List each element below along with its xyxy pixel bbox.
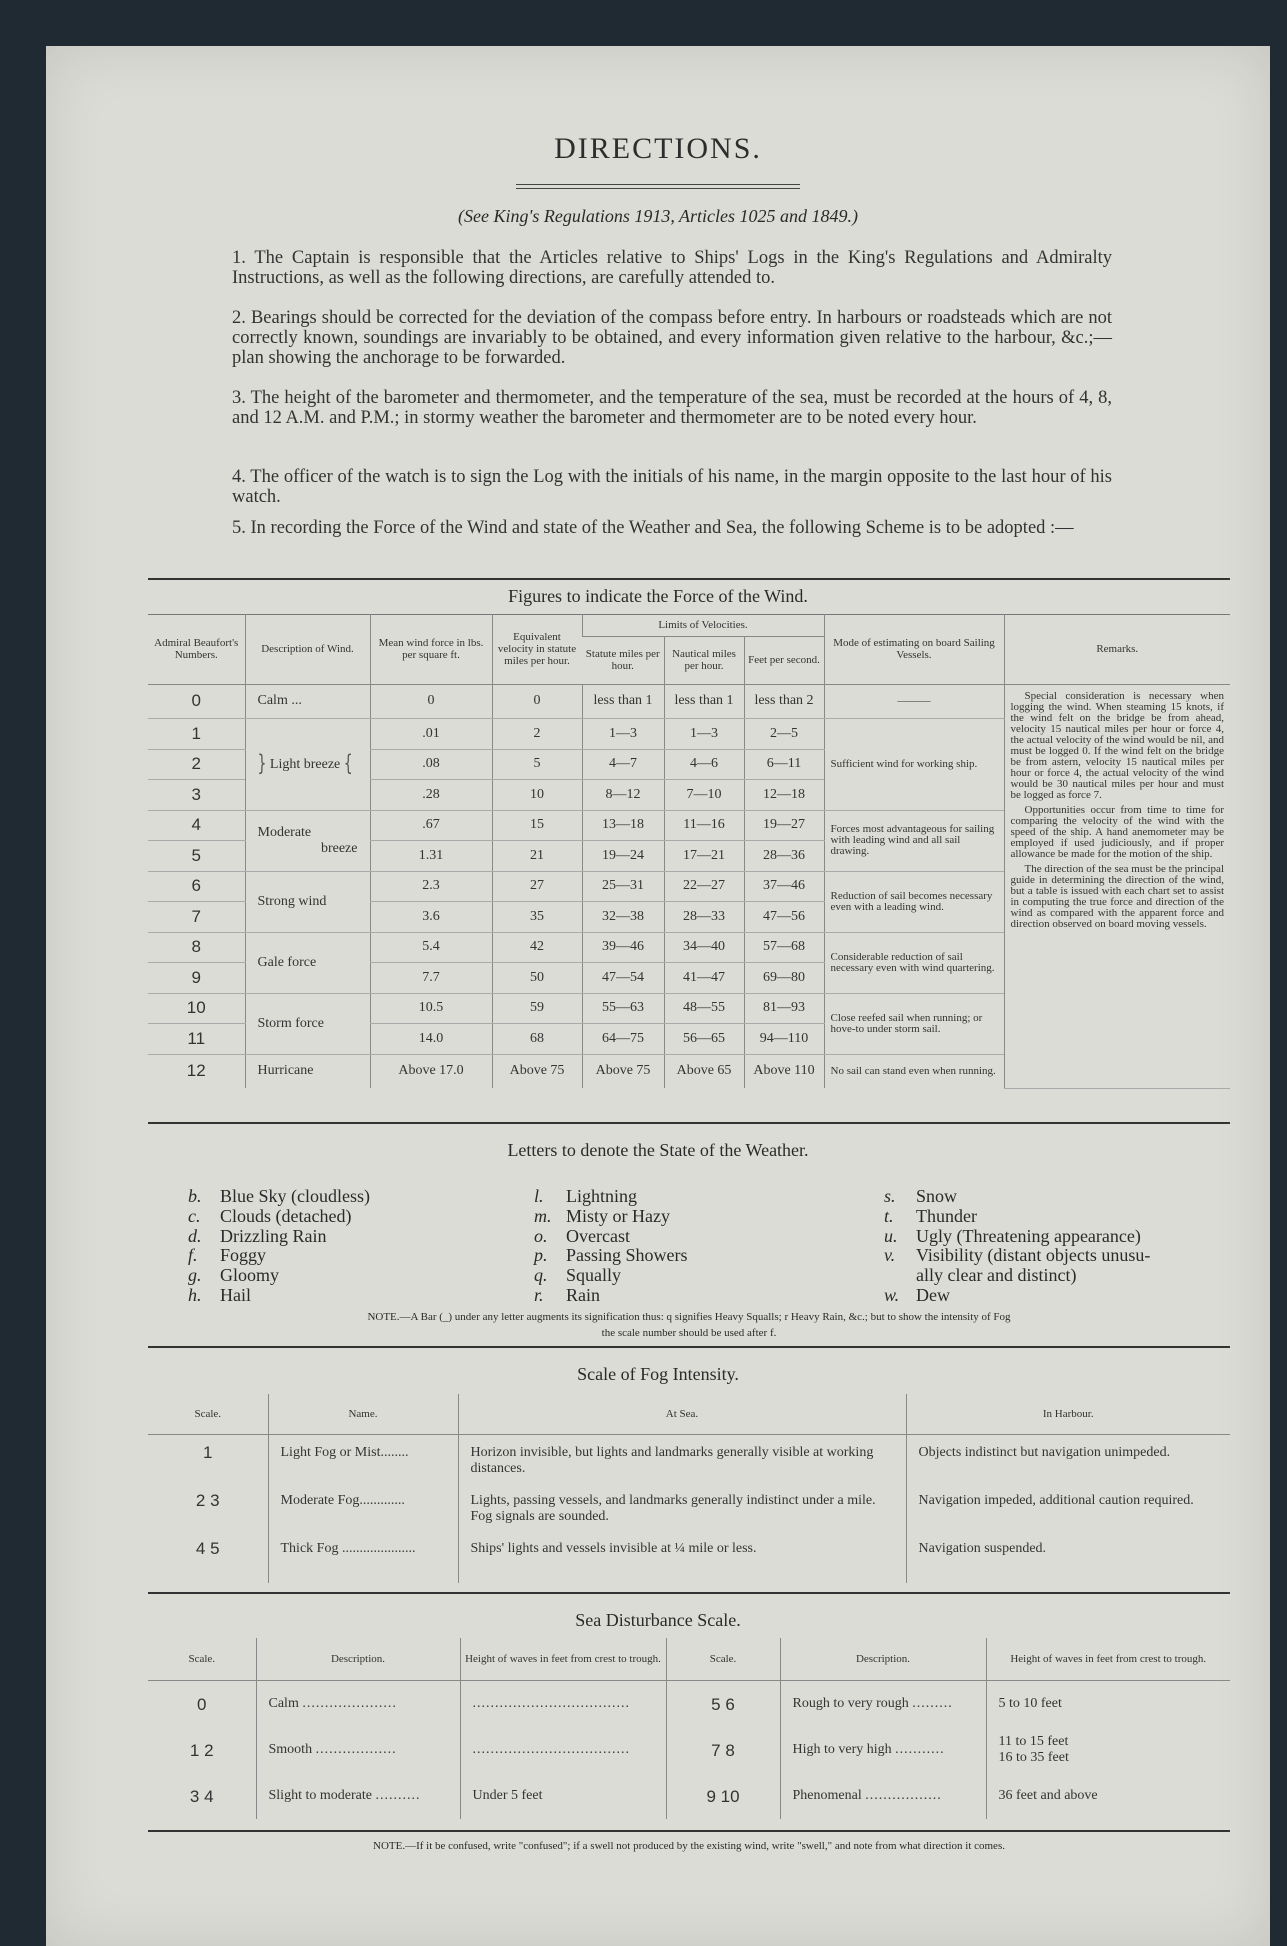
nautical-miles: Above 65 xyxy=(664,1054,744,1088)
feet-per-second: 47—56 xyxy=(744,902,824,933)
wind-velocity: 5 xyxy=(492,749,582,780)
wind-velocity: 68 xyxy=(492,1024,582,1055)
sea-description: Smooth xyxy=(268,1742,313,1757)
nautical-miles: 17—21 xyxy=(664,841,744,872)
weather-note-line-1: NOTE.—A Bar (_) under any letter augments its signification thus: q signifies Heavy Squalls; r Heavy Rain, &c.; but to show the intensity of Fog xyxy=(367,1311,1011,1323)
sea-bottom-rule xyxy=(148,1830,1230,1832)
sea-header-height-2: Height of waves in feet from crest to trough. xyxy=(986,1638,1230,1681)
sea-scale: 7 8 xyxy=(666,1727,780,1773)
wind-force: 1.31 xyxy=(370,841,492,872)
header-mode: Mode of estimating on board Sailing Vessels. xyxy=(824,614,1004,684)
statute-miles: 19—24 xyxy=(582,841,664,872)
remark-1: Special consideration is necessary when logging the wind. When steaming 15 knots, if the wind felt on the bridge be from ahead, velocity 15 nautical miles per hour or force 4, the actual velocity of the wind would be nil, and must be logged 0. If the wind felt on the bridge be from astern, velocity 15 nautical miles per hour or force 4, the actual velocity of the wind would be 30 nautical miles per hour and must be logged as force 7. xyxy=(1010,689,1224,801)
wind-top-rule xyxy=(148,578,1230,580)
sea-row: 1 2 Smooth .................. ................................... 7 8 High to very high ........... 11 to 15 feet 16 to 35 feet xyxy=(148,1727,1230,1773)
desc-light-breeze: Light breeze xyxy=(269,756,341,772)
nautical-miles: 41—47 xyxy=(664,963,744,994)
brace-icon: { xyxy=(343,750,353,777)
statute-miles: 4—7 xyxy=(582,749,664,780)
wind-velocity: 50 xyxy=(492,963,582,994)
title-rule xyxy=(516,184,800,185)
wind-force: 2.3 xyxy=(370,871,492,902)
nautical-miles: 34—40 xyxy=(664,932,744,963)
wind-description: Gale force xyxy=(245,932,370,993)
fog-header-harbour: In Harbour. xyxy=(906,1394,1230,1435)
fog-row xyxy=(148,1531,1230,1583)
wind-force: .01 xyxy=(370,719,492,750)
remark-2: Opportunities occur from time to time for comparing the velocity of the wind with the speed of the ship. A hand anemometer may be employed if used judiciously, and if proper allowance be made for the motion of the ship. xyxy=(1010,803,1224,860)
mode-light: Sufficient wind for working ship. xyxy=(824,719,1004,811)
remarks-cell xyxy=(1004,684,1230,1088)
nautical-miles: 28—33 xyxy=(664,902,744,933)
feet-per-second: 81—93 xyxy=(744,993,824,1024)
sea-scale: 9 10 xyxy=(666,1773,780,1819)
sea-height-blank: ................................... xyxy=(460,1727,666,1773)
fog-in-harbour: Objects indistinct but navigation unimpeded. xyxy=(906,1435,1230,1483)
fog-name: Light Fog or Mist........ xyxy=(268,1435,458,1483)
mode-hurricane: No sail can stand even when running. xyxy=(824,1054,1004,1088)
fog-name: Moderate Fog............. xyxy=(268,1483,458,1531)
nautical-miles: less than 1 xyxy=(664,684,744,719)
paragraph-5: 5. In recording the Force of the Wind and state of the Weather and Sea, the following Scheme is to be adopted :— xyxy=(232,518,1074,538)
remark-3: The direction of the sea must be the principal guide in determining the direction of the wind, but a table is issued with each chart set to assist in computing the true force and direction of the wind as compared with the apparent force and direction observed on board moving vessels. xyxy=(1010,862,1224,930)
fog-scale: 4 5 xyxy=(195,1538,220,1558)
header-feet: Feet per second. xyxy=(744,636,824,684)
fog-in-harbour: Navigation suspended. xyxy=(906,1531,1230,1583)
wind-force: .28 xyxy=(370,780,492,811)
weather-item: u. Ugly (Threatening appearance) xyxy=(884,1225,1141,1246)
statute-miles: 25—31 xyxy=(582,871,664,902)
page-title: DIRECTIONS. xyxy=(554,132,762,165)
sea-description: Rough to very rough xyxy=(792,1696,909,1711)
fog-name: Thick Fog ..................... xyxy=(268,1531,458,1583)
desc-breeze: breeze xyxy=(320,840,358,856)
wind-velocity: 10 xyxy=(492,780,582,811)
wind-force: 5.4 xyxy=(370,932,492,963)
fog-scale: 2 3 xyxy=(195,1490,220,1510)
paragraph-1: 1. The Captain is responsible that the Articles relative to Ships' Logs in the King's Regulations and Admiralty Instructions, as well as the following directions, are carefully attended to. xyxy=(232,248,1112,288)
statute-miles: 39—46 xyxy=(582,932,664,963)
header-nautical: Nautical miles per hour. xyxy=(664,636,744,684)
sea-heading: Sea Disturbance Scale. xyxy=(575,1610,741,1630)
weather-item: w. Dew xyxy=(884,1284,950,1305)
mode-moderate: Forces most advantageous for sailing with leading wind and all sail drawing. xyxy=(824,810,1004,871)
beaufort-number: 12 xyxy=(186,1061,206,1081)
wind-force: 10.5 xyxy=(370,993,492,1024)
wind-velocity: 59 xyxy=(492,993,582,1024)
header-force: Mean wind force in lbs. per square ft. xyxy=(370,614,492,684)
weather-column-3 xyxy=(884,1187,1150,1306)
fog-heading: Scale of Fog Intensity. xyxy=(577,1364,739,1384)
fog-row xyxy=(148,1435,1230,1483)
sea-description: Calm xyxy=(268,1696,299,1711)
wind-description: Strong wind xyxy=(245,871,370,932)
fog-header-sea: At Sea. xyxy=(458,1394,906,1435)
sea-note: NOTE.—If it be confused, write "confused"; if a swell not produced by the existing wind, write "swell," and note from what direction it comes. xyxy=(373,1840,1005,1852)
sea-description: Phenomenal xyxy=(792,1788,862,1803)
nautical-miles: 22—27 xyxy=(664,871,744,902)
nautical-miles: 48—55 xyxy=(664,993,744,1024)
feet-per-second: 28—36 xyxy=(744,841,824,872)
wind-force: .08 xyxy=(370,749,492,780)
sea-header-description-2: Description. xyxy=(780,1638,986,1681)
weather-note-line-2: the scale number should be used after f. xyxy=(601,1327,777,1339)
beaufort-number: 1 xyxy=(148,719,245,750)
beaufort-number: 3 xyxy=(148,780,245,811)
weather-item: p. Passing Showers xyxy=(534,1245,688,1266)
feet-per-second: 6—11 xyxy=(744,749,824,780)
wind-velocity: 42 xyxy=(492,932,582,963)
wind-velocity: 21 xyxy=(492,841,582,872)
wind-description: Storm force xyxy=(245,993,370,1054)
sea-header-scale: Scale. xyxy=(148,1638,256,1681)
weather-item: g. Gloomy xyxy=(188,1265,280,1286)
weather-item: f. Foggy xyxy=(188,1245,267,1266)
statute-miles: 32—38 xyxy=(582,902,664,933)
nautical-miles: 4—6 xyxy=(664,749,744,780)
sea-height: 36 feet and above xyxy=(986,1773,1230,1819)
paragraph-4: 4. The officer of the watch is to sign the Log with the initials of his name, in the margin opposite to the last hour of his watch. xyxy=(232,467,1112,507)
feet-per-second: 2—5 xyxy=(744,719,824,750)
mode-calm: ——— xyxy=(824,684,1004,719)
weather-bottom-rule xyxy=(148,1346,1230,1348)
header-statute: Statute miles per hour. xyxy=(582,636,664,684)
fog-at-sea: Horizon invisible, but lights and landmarks generally visible at working distances. xyxy=(458,1435,906,1483)
beaufort-number: 0 xyxy=(148,684,245,719)
sea-height: Under 5 feet xyxy=(460,1773,666,1819)
feet-per-second: 37—46 xyxy=(744,871,824,902)
wind-velocity: Above 75 xyxy=(492,1054,582,1088)
fog-scale: 1 xyxy=(203,1443,213,1462)
fog-bottom-rule xyxy=(148,1592,1230,1594)
feet-per-second: 94—110 xyxy=(744,1024,824,1055)
weather-heading: Letters to denote the State of the Weather. xyxy=(507,1140,809,1160)
paragraph-2: 2. Bearings should be corrected for the deviation of the compass before entry. In harbours or roadsteads which are not correctly known, soundings are invariably to be obtained, and every information given relative to the harbour, &c.;—plan showing the anchorage to be forwarded. xyxy=(232,308,1112,368)
fog-at-sea: Ships' lights and vessels invisible at ¼ mile or less. xyxy=(458,1531,906,1583)
weather-column-2 xyxy=(534,1187,688,1306)
sea-height: 5 to 10 feet xyxy=(986,1681,1230,1728)
wind-force: 0 xyxy=(370,684,492,719)
fog-in-harbour: Navigation impeded, additional caution required. xyxy=(906,1483,1230,1531)
feet-per-second: less than 2 xyxy=(744,684,824,719)
mode-gale: Considerable reduction of sail necessary even with wind quartering. xyxy=(824,932,1004,993)
weather-item: b. Blue Sky (cloudless) xyxy=(188,1186,370,1206)
sea-header-scale-2: Scale. xyxy=(666,1638,780,1681)
statute-miles: less than 1 xyxy=(582,684,664,719)
fog-row xyxy=(148,1483,1230,1531)
wind-row xyxy=(148,684,1230,719)
feet-per-second: 12—18 xyxy=(744,780,824,811)
wind-force: .67 xyxy=(370,810,492,841)
weather-item: t. Thunder xyxy=(884,1205,977,1226)
weather-item: c. Clouds (detached) xyxy=(188,1205,352,1226)
beaufort-number: 7 xyxy=(148,902,245,933)
wind-force-table xyxy=(148,614,1230,1089)
sea-height xyxy=(986,1727,1230,1773)
sea-description: Slight to moderate xyxy=(268,1788,372,1803)
weather-item: ally clear and distinct) xyxy=(916,1265,1077,1286)
fog-at-sea: Lights, passing vessels, and landmarks generally indistinct under a mile. Fog signals are sounded. xyxy=(458,1483,906,1531)
paragraph-3: 3. The height of the barometer and thermometer, and the temperature of the sea, must be recorded at the hours of 4, 8, and 12 A.M. and P.M.; in stormy weather the barometer and thermometer are to be noted every hour. xyxy=(232,388,1112,428)
wind-description: Hurricane xyxy=(245,1054,370,1088)
wind-force: 14.0 xyxy=(370,1024,492,1055)
statute-miles: 47—54 xyxy=(582,963,664,994)
nautical-miles: 7—10 xyxy=(664,780,744,811)
wind-description xyxy=(245,719,370,811)
sea-row: 0 Calm ..................... ................................... 5 6 Rough to very rough ......... 5 to 10 feet xyxy=(148,1681,1230,1728)
statute-miles: 1—3 xyxy=(582,719,664,750)
sea-header-height: Height of waves in feet from crest to trough. xyxy=(460,1638,666,1681)
wind-bottom-rule xyxy=(148,1122,1230,1124)
wind-description xyxy=(245,810,370,871)
sea-table xyxy=(148,1638,1230,1819)
mode-strong: Reduction of sail becomes necessary even with a leading wind. xyxy=(824,871,1004,932)
beaufort-number: 4 xyxy=(148,810,245,841)
sea-row: 3 4 Slight to moderate .......... Under 5 feet 9 10 Phenomenal ................. 36 feet and above xyxy=(148,1773,1230,1819)
header-beaufort: Admiral Beaufort's Numbers. xyxy=(148,614,245,684)
sea-height-blank: ................................... xyxy=(460,1681,666,1728)
wind-velocity: 27 xyxy=(492,871,582,902)
sea-description: High to very high xyxy=(792,1742,892,1757)
statute-miles: Above 75 xyxy=(582,1054,664,1088)
wind-velocity: 0 xyxy=(492,684,582,719)
weather-item: q. Squally xyxy=(534,1265,622,1286)
subtitle: (See King's Regulations 1913, Articles 1025 and 1849.) xyxy=(458,206,858,226)
beaufort-number: 6 xyxy=(148,871,245,902)
nautical-miles: 1—3 xyxy=(664,719,744,750)
weather-item: o. Overcast xyxy=(534,1225,630,1246)
nautical-miles: 56—65 xyxy=(664,1024,744,1055)
beaufort-number: 2 xyxy=(148,749,245,780)
header-limits: Limits of Velocities. xyxy=(582,614,824,636)
sea-scale: 1 2 xyxy=(189,1740,214,1760)
feet-per-second: Above 110 xyxy=(744,1054,824,1088)
beaufort-number: 11 xyxy=(148,1024,245,1055)
header-remarks: Remarks. xyxy=(1004,614,1230,684)
wind-heading: Figures to indicate the Force of the Wind. xyxy=(508,586,808,606)
sea-scale: 3 4 xyxy=(189,1786,214,1806)
mode-storm: Close reefed sail when running; or hove-to under storm sail. xyxy=(824,993,1004,1054)
desc-moderate: Moderate xyxy=(257,824,312,840)
wind-force: Above 17.0 xyxy=(370,1054,492,1088)
sea-height-line-2: 16 to 35 feet xyxy=(998,1750,1069,1765)
feet-per-second: 19—27 xyxy=(744,810,824,841)
sea-header-description: Description. xyxy=(256,1638,460,1681)
wind-description: Calm ... xyxy=(245,684,370,719)
sea-scale: 0 xyxy=(197,1694,207,1714)
weather-item: s. Snow xyxy=(884,1186,958,1206)
weather-item: h. Hail xyxy=(188,1284,251,1305)
wind-force: 3.6 xyxy=(370,902,492,933)
statute-miles: 55—63 xyxy=(582,993,664,1024)
wind-velocity: 2 xyxy=(492,719,582,750)
weather-item: d. Drizzling Rain xyxy=(188,1225,327,1246)
fog-header-scale: Scale. xyxy=(148,1394,268,1435)
sea-scale: 5 6 xyxy=(666,1681,780,1728)
feet-per-second: 57—68 xyxy=(744,932,824,963)
statute-miles: 13—18 xyxy=(582,810,664,841)
statute-miles: 64—75 xyxy=(582,1024,664,1055)
weather-item: r. Rain xyxy=(534,1284,600,1305)
weather-item: m. Misty or Hazy xyxy=(534,1205,670,1226)
wind-velocity: 35 xyxy=(492,902,582,933)
beaufort-number: 8 xyxy=(148,932,245,963)
wind-force: 7.7 xyxy=(370,963,492,994)
fog-table xyxy=(148,1394,1230,1583)
document-page xyxy=(46,46,1270,1946)
weather-note xyxy=(148,1309,1230,1341)
beaufort-number: 10 xyxy=(148,993,245,1024)
header-description: Description of Wind. xyxy=(245,614,370,684)
beaufort-number: 5 xyxy=(148,841,245,872)
fog-header-name: Name. xyxy=(268,1394,458,1435)
sea-height-line-1: 11 to 15 feet xyxy=(998,1734,1069,1749)
weather-item: v. Visibility (distant objects unusu- xyxy=(884,1245,1151,1266)
header-velocity: Equivalent velocity in statute miles per hour. xyxy=(492,614,582,684)
title-rule-2 xyxy=(516,188,800,189)
wind-velocity: 15 xyxy=(492,810,582,841)
feet-per-second: 69—80 xyxy=(744,963,824,994)
brace-icon: } xyxy=(257,750,267,777)
weather-item: l. Lightning xyxy=(534,1186,637,1206)
nautical-miles: 11—16 xyxy=(664,810,744,841)
statute-miles: 8—12 xyxy=(582,780,664,811)
beaufort-number: 9 xyxy=(148,963,245,994)
weather-column-1 xyxy=(188,1187,370,1306)
